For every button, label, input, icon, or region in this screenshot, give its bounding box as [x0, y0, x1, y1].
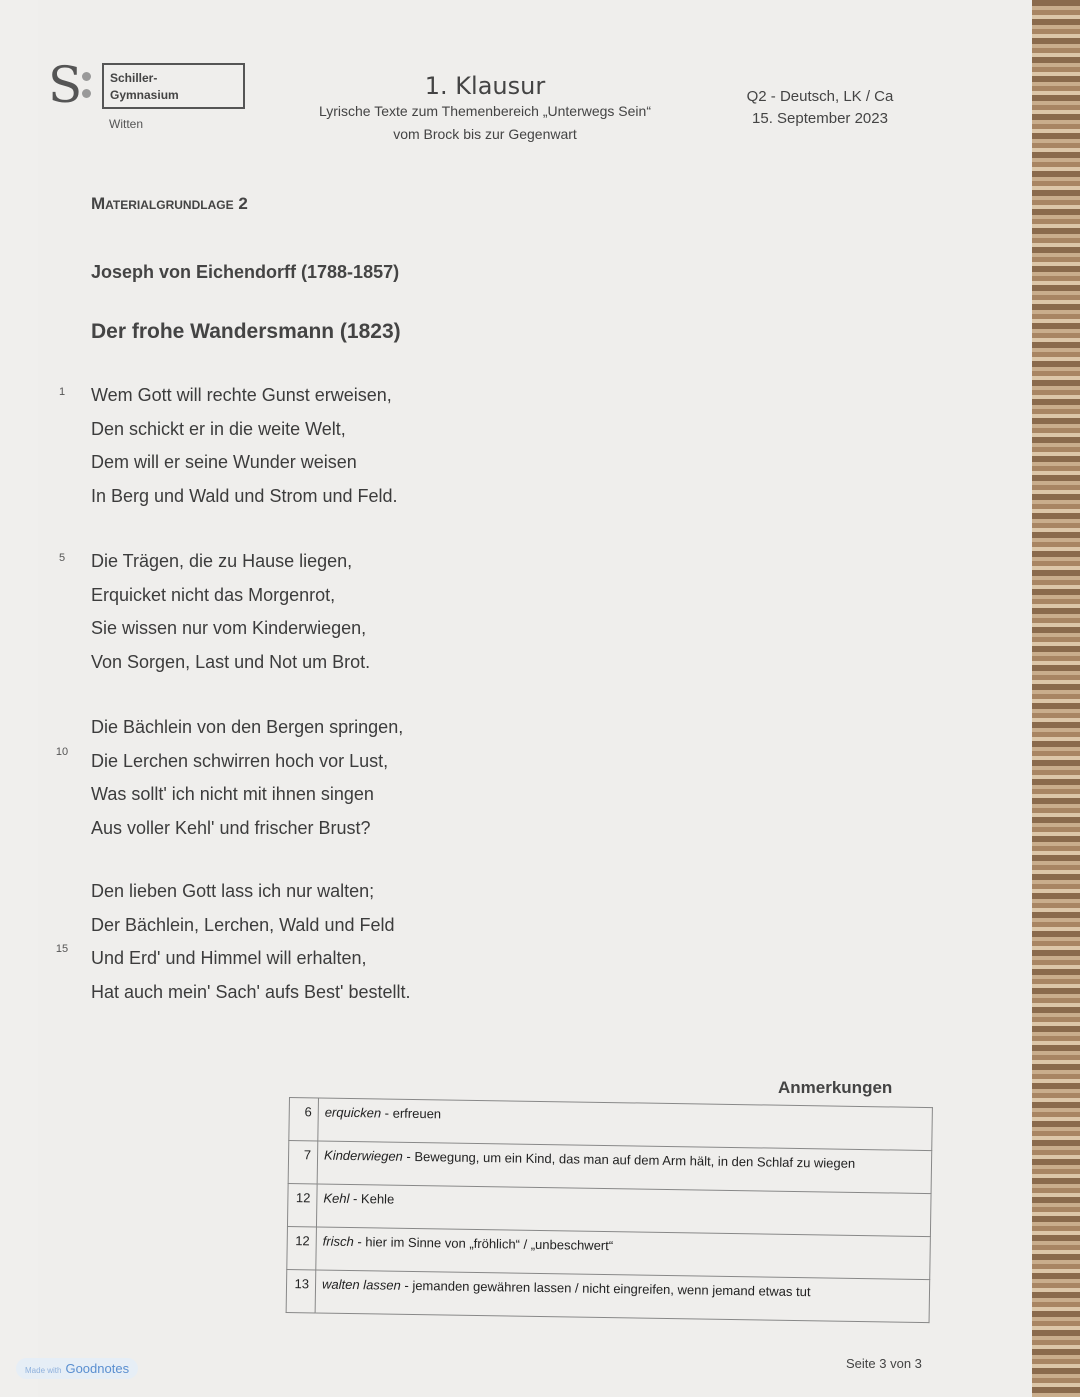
note-text: - Bewegung, um ein Kind, das man auf dem Arm hält, in den Schlaf zu wiegen: [402, 1148, 856, 1171]
notes-table: [286, 1097, 933, 1323]
note-term: erquicken: [324, 1104, 382, 1121]
poem-line: Hat auch mein' Sach' aufs Best' bestellt.: [91, 981, 411, 1002]
line-number: 5: [58, 552, 66, 564]
logo-dot-icon: [82, 72, 91, 81]
exam-date: 15. September 2023: [752, 110, 888, 127]
note-line: 13: [286, 1269, 316, 1312]
poem-line: Die Trägen, die zu Hause liegen,: [91, 551, 353, 571]
exam-subtitle: Lyrische Texte zum Themenbereich „Unterwegs Sein“: [318, 103, 651, 119]
note-term: frisch: [322, 1233, 354, 1250]
poem-line: Die Bächlein von den Bergen springen,: [91, 717, 404, 737]
note-line: 12: [287, 1226, 317, 1269]
poem-line: Wem Gott will rechte Gunst erweisen,: [91, 385, 392, 405]
course-info: Q2 - Deutsch, LK / Ca: [746, 88, 894, 105]
material-heading: Materialgrundlage 2: [91, 194, 248, 213]
goodnotes-badge[interactable]: [16, 1358, 138, 1379]
poem-line: Von Sorgen, Last und Not um Brot.: [91, 651, 371, 672]
note-text: - hier im Sinne von „fröhlich“ / „unbeschwert“: [353, 1234, 614, 1254]
note-term: walten lassen: [321, 1276, 401, 1293]
school-name: Schiller-: [110, 71, 158, 85]
badge-brand: Goodnotes: [65, 1361, 130, 1376]
note-line: 12: [287, 1183, 317, 1226]
note-line: 7: [288, 1141, 318, 1184]
poem-line: Sie wissen nur vom Kinderwiegen,: [91, 618, 367, 638]
poem-line: In Berg und Wald und Strom und Feld.: [91, 485, 398, 506]
poem-line: Der Bächlein, Lerchen, Wald und Feld: [91, 914, 395, 935]
note-line: 6: [289, 1098, 319, 1141]
poem-line: Den schickt er in die weite Welt,: [91, 418, 346, 439]
page-number: Seite 3 von 3: [846, 1356, 922, 1371]
line-number: 10: [55, 746, 69, 758]
poem-line: Erquicket nicht das Morgenrot,: [91, 584, 336, 605]
note-text: - jemanden gewähren lassen / nicht eingreifen, wenn jemand etwas tut: [400, 1277, 811, 1300]
exam-title: 1. Klausur: [424, 72, 546, 100]
line-number: 15: [55, 943, 69, 955]
poem-line: Die Lerchen schwirren hoch vor Lust,: [91, 750, 389, 771]
poem-line: Den lieben Gott lass ich nur walten;: [91, 881, 375, 901]
note-term: Kinderwiegen: [323, 1147, 403, 1164]
badge-small-text: Made with: [25, 1366, 62, 1375]
line-number: 1: [58, 386, 66, 398]
wooden-table-edge: [1032, 0, 1080, 1397]
notes-heading: Anmerkungen: [778, 1078, 893, 1097]
logo-dot-icon: [82, 89, 91, 98]
poem-line: Was sollt' ich nicht mit ihnen singen: [91, 784, 374, 804]
school-logo-icon: S: [48, 56, 83, 114]
note-term: Kehl: [323, 1190, 350, 1206]
school-name-box: [102, 63, 245, 109]
note-text: - erfreuen: [381, 1105, 442, 1122]
exam-subtitle: vom Brock bis zur Gegenwart: [393, 126, 577, 142]
poem-title: Der frohe Wandersmann (1823): [91, 320, 401, 343]
poem-author: Joseph von Eichendorff (1788-1857): [91, 262, 400, 282]
note-text: - Kehle: [349, 1190, 395, 1207]
school-city: Witten: [109, 117, 144, 131]
poem-line: Und Erd' und Himmel will erhalten,: [91, 948, 367, 968]
poem-line: Aus voller Kehl' und frischer Brust?: [91, 817, 371, 838]
school-name: Gymnasium: [110, 88, 179, 102]
poem-line: Dem will er seine Wunder weisen: [91, 452, 357, 472]
